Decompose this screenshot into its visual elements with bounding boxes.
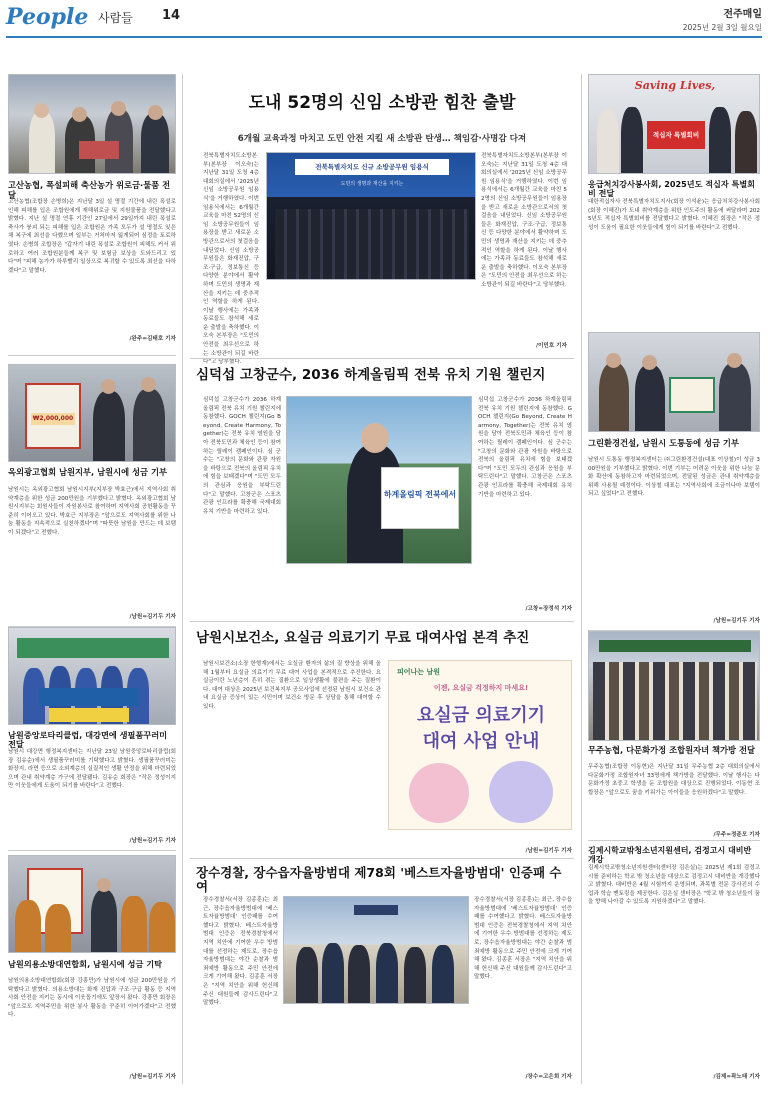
article-body-continued <box>266 284 476 348</box>
article-body: 장수경찰서(서장 김종훈)는 최근, 장수읍자율방범대에 '베스트자율방범대' 인증패를 수여했다고 밝혔다. 베스트자율방범대 인증은 전북경찰청에서 지역 치안에 기여한 우수 방범대를 선정하는 제도로, 장수읍자율방범대는 야간 순찰과 범죄예방 활동으로 주민 안전에 크게 기여해 왔다. 김종훈 서장은 "지역 치안을 위해 헌신해 주신 대원들께 감사드린다"고 말했다. <box>474 897 572 981</box>
article-credit: /남원=김기두 기자 <box>713 618 760 624</box>
article-photo <box>283 896 469 1004</box>
article-headline: 김제시학교밖청소년지원센터, 검정고시 대비반 개강 <box>588 846 752 865</box>
divider <box>8 850 176 851</box>
article-body: 전북특별자치도소방본부(본부장 이오숙)는 지난달 31일 도청 4층 대회의실에서 '2025년 신임 소방공무원 임용식'을 거행하였다. 이번 임용식에서는 6개월간 교육을 마친 52명의 신임 소방공무원들이 임용장을 받고 새로운 소방관으로서의 첫걸음을 내딛었다. 신임 소방공무원들은 화재진압, 구조·구급, 정보통신 등 다양한 분야에서 활약하며 도민의 생명과 재산을 지키는 데 중추적인 역할을 하게 된다. 이날 행사에는 가족과 동료들도 참석해 새로운 출발을 축하했다. 이오숙 본부장은 "도민의 안전을 최우선으로 하는 소방관이 되길 바란다"고 당부했다. <box>481 153 567 288</box>
article-credit: /무주=정준모 기자 <box>713 832 760 838</box>
article-credit: /남원=김기두 기자 <box>129 614 176 620</box>
article-headline: 남원의용소방대연합회, 남원시에 성금 기탁 <box>8 959 163 969</box>
article-body: 남원시 도통동 행정복지센터는 ㈜그린환경건설(대표 이상철)이 성금 300만원을 기부했다고 밝혔다. 이번 기부는 어려운 이웃을 위한 나눔 문화 확산에 동참하고자 마련되었으며, 전달된 성금은 관내 취약계층을 위해 사용될 예정이다. 이상철 대표는 "지역사회에 조금이나마 보탬이 되고 싶었다"고 전했다. <box>588 457 760 498</box>
article-headline: 장수경찰, 장수읍자율방범대 제78회 '베스트자율방범대' 인증패 수여 <box>196 865 562 895</box>
article-body: 김제시학교밖청소년지원센터(센터장 김은실)는 2025년 제1회 검정고시를 준비하는 학교 밖 청소년을 대상으로 검정고시 대비반을 개강했다고 밝혔다. 대비반은 4월 시험까지 운영되며, 과목별 전문 강사진의 수업과 학습 멘토링을 제공한다. 김은실 센터장은 "학교 밖 청소년들이 꿈을 향해 나아갈 수 있도록 지원하겠다"고 말했다. <box>588 865 760 906</box>
article-headline: 남원시보건소, 요실금 의료기기 무료 대여사업 본격 추진 <box>196 630 530 646</box>
article-headline: 남원중앙로타리클럽, 대강면에 생필품꾸러미 전달 <box>8 730 168 750</box>
header-rule <box>6 36 762 38</box>
article-photo <box>286 396 472 564</box>
poster-tagline: 이젠, 요실금 걱정하지 마세요! <box>433 684 529 692</box>
article-headline: 그린환경건설, 남원시 도통동에 성금 기부 <box>588 438 739 448</box>
section-title-ko: 사람들 <box>98 11 133 25</box>
lead-subheadline: 6개월 교육과정 마치고 도민 안전 지킬 새 소방관 탄생… 책임감·사명감 다져 <box>237 134 527 144</box>
article-headline: 응급처치강사봉사회, 2025년도 적십자 특별회비 전달 <box>588 179 755 199</box>
banner-text: Saving Lives, <box>634 79 716 92</box>
page-number: 14 <box>162 8 181 23</box>
article-headline: 무주농협, 다문화가정 조합원자녀 책가방 전달 <box>588 745 755 755</box>
newspaper-name: 전주매일 <box>723 9 762 20</box>
article-photo <box>588 74 760 174</box>
article-body: 고산농협(조합장 손병희)은 지난달 3일 설 명절 기간에 내린 폭설로 인해 피해를 입은 조합원에게 재해위로금 및 지원물품을 전달했다고 밝혔다. 지난 설 명절 연휴 기간인 27일에서 29일까지 내린 폭설로 축사가 붕괴 되는 피해를 입은 조합원은 가족 모두가 설 명절도 잊은 채 복구에 최선을 다했으며 일부는 거처마저 잃게되어 심정을 토로하였다. 손병희 조합장은 "갑자기 내린 폭설로 조합원이 피해도 커서 위로하고 여러 조합원분들께 복구 및 보험금 보상을 도와드리고 있다"며 "피해 농가가 하루빨리 일상으로 복귀할 수 있도록 최선을 다하겠다"고 말했다. <box>8 199 176 274</box>
article-photo <box>588 631 760 741</box>
divider <box>588 840 760 841</box>
poster-title-2: 대여 사업 안내 <box>422 731 540 752</box>
article-body-continued <box>283 1008 469 1080</box>
article-body: 남원시보건소(소장 한형재)에서는 요실금 환자의 삶의 질 향상을 위해 올해 1월부터 요실금 의료기기 무료 대여 사업을 본격적으로 추진한다. 요실금이란 노년층이 흔히 겪는 질환으로 일상생활에 불편을 주는 질환이다. 대여 대상은 2025년 보건복지부 공모사업에 선정된 남원시 보건소 관내 요실금 증상이 있는 시민이며 보건소 방문 후 상담을 통해 대여할 수 있다. <box>203 661 381 710</box>
article-body: 심덕섭 고창군수가 2036 하계올림픽 전북 유치 기원 챌린지에 동참했다. GOCH 챌린지(Go Beyond, Create Harmony, Together)는 전북 유치 염원을 담아 전북도민과 체육인 등이 참여하는 릴레이 캠페인이다. 심 군수는 "고창의 문화와 관광 자원을 바탕으로 전북의 올림픽 유치에 힘을 보태겠다"며 "도민 모두의 관심과 응원을 부탁드린다"고 말했다. 고창군은 스포츠 관광 인프라를 확충해 국제대회 유치 기반을 마련하고 있다. <box>478 397 572 498</box>
article-body-continued <box>203 570 473 616</box>
poster-title-1: 요실금 의료기기 <box>417 705 545 726</box>
article-headline: 옥외광고협회 남원지부, 남원시에 성금 기부 <box>8 467 167 477</box>
poster <box>388 660 572 830</box>
section-title-en: People <box>6 4 89 30</box>
sign-text: 하계올림픽 전북에서 <box>383 490 457 499</box>
article-credit: /남원=김기두 기자 <box>129 838 176 844</box>
article-credit: /이민호 기자 <box>535 343 567 349</box>
column-divider <box>182 74 183 1084</box>
article-credit: /남원=김기두 기자 <box>525 848 572 854</box>
article-body: 남원시는 옥외광고협회 남원시지부(지부장 박효근)에서 지역사회 취약계층을 위한 성금 200만원을 기부했다고 밝혔다. 옥외광고협회 남원시지부는 회원사들이 자원봉사로 참여하며 지역사회 공헌활동을 꾸준히 이어오고 있다. 박효근 지부장은 "앞으로도 지역사회를 위한 나눔 활동을 지속적으로 실천하겠다"며 "따뜻한 남원을 만드는 데 보탬이 되겠다"고 전했다. <box>8 487 176 536</box>
article-body: 남원시 대강면 행정복지센터는 지난달 23일 남원중앙로타리클럽(회장 김유순)에서 생필품꾸러미를 기탁했다고 밝혔다. 생필품꾸러미는 화장지, 라면 등으로 소외계층의 실질적인 생활 안정을 위해 마련되었으며 관내 취약계층 가구에 전달됐다. 김유순 회장은 "작은 정성이지만 이웃들에게 도움이 되기를 바란다"고 전했다. <box>8 749 176 790</box>
divider <box>190 358 574 359</box>
article-headline: 심덕섭 고창군수, 2036 하계올림픽 전북 유치 기원 챌린지 <box>196 367 546 383</box>
article-photo <box>588 332 760 432</box>
issue-date: 2025년 2월 3일 월요일 <box>682 23 762 32</box>
article-photo <box>8 855 176 953</box>
article-credit: /김제=곽노태 기자 <box>713 1074 760 1080</box>
article-photo <box>8 627 176 725</box>
article-body: 남원의용소방대연합회(회장 강흥만)가 남원시에 성금 200만원을 기탁했다고 밝혔다. 의용소방대는 화재 진압과 구조·구급 활동 등 지역사회 안전을 지키는 동시에 이웃돕기에도 앞장서 왔다. 강흥만 회장은 "앞으로도 지역주민을 위한 봉사 활동을 꾸준히 이어가겠다"고 전했다. <box>8 978 176 1019</box>
article-credit: /남원=김기두 기자 <box>129 1074 176 1080</box>
article-body: 장수경찰서(서장 김종훈)는 최근, 장수읍자율방범대에 '베스트자율방범대' 인증패를 수여했다고 밝혔다. 베스트자율방범대 인증은 전북경찰청에서 지역 치안에 기여한 우수 방범대를 선정하는 제도로, 장수읍자율방범대는 야간 순찰과 범죄예방 활동으로 주민 안전에 크게 기여해 왔다. 김종훈 서장은 "지역 치안을 위해 헌신해 주신 대원들께 감사드린다"고 말했다. <box>203 897 278 1007</box>
article-body: 대한적십자사 전북특별자치도지사(회장 이석윤)는 응급처치강사봉사회(회장 이혜진)가 도내 취약계층을 위한 인도주의 활동에 써달라며 2025년도 적십자 특별회비를 전달했다고 밝혔다. 이혜진 회장은 "작은 정성이 도움이 필요한 이웃들에게 힘이 되기를 바란다"고 전했다. <box>588 199 760 231</box>
article-headline: 고산농협, 폭설피해 축산농가 위로금·물품 전달 <box>8 180 171 200</box>
article-photo: ₩2,000,000 <box>8 364 176 462</box>
article-body: 전북특별자치도소방본부(본부장 이오숙)는 지난달 31일 도청 4층 대회의실에서 '2025년 신임 소방공무원 임용식'을 거행하였다. 이번 임용식에서는 6개월간 교육을 마친 52명의 신임 소방공무원들이 임용장을 받고 새로운 소방관으로서의 첫걸음을 내딛었다. 신임 소방공무원들은 화재진압, 구조·구급, 정보통신 등 다양한 분야에서 활약하며 도민의 생명과 재산을 지키는 데 중추적인 역할을 하게 된다. 이날 행사에는 가족과 동료들도 참석해 새로운 출발을 축하했다. 이오숙 본부장은 "도민의 안전을 최우선으로 하는 소방관이 되길 바란다"고 당부했다. <box>203 153 259 366</box>
article-credit: /완주=김태호 기자 <box>129 336 176 342</box>
lead-headline: 도내 52명의 신임 소방관 힘찬 출발 <box>248 93 516 113</box>
article-photo: 전북특별자치도 신규 소방공무원 임용식 도민의 생명과 재산을 지키는 <box>266 152 476 280</box>
article-credit: /고창=장정석 기자 <box>525 606 572 612</box>
banner-sign: 적십자 특별회비 <box>647 121 705 149</box>
poster-logo: 피어나는 남원 <box>397 668 441 676</box>
divider <box>8 355 176 356</box>
article-body: 심덕섭 고창군수가 2036 하계올림픽 전북 유치 기원 챌린지에 동참했다. GOCH 챌린지(Go Beyond, Create Harmony, Together)는 전북 유치 염원을 담아 전북도민과 체육인 등이 참여하는 릴레이 캠페인이다. 심 군수는 "고창의 문화와 관광 자원을 바탕으로 전북의 올림픽 유치에 힘을 보태겠다"며 "도민 모두의 관심과 응원을 부탁드린다"고 말했다. 고창군은 스포츠 관광 인프라를 확충해 국제대회 유치 기반을 마련하고 있다. <box>203 397 281 515</box>
article-credit: /장수=고은희 기자 <box>525 1074 572 1080</box>
divider <box>190 621 574 622</box>
article-body: 무주농협(조합장 이동현)은 지난달 31일 무주농협 2층 대회의실에서 다문화가정 조합원자녀 33명에게 책가방을 전달했다. 이날 행사는 다문화가정 초중고 학생을 둔 조합원을 대상으로 진행되었다. 이동현 조합장은 "앞으로도 꿈을 키워가는 아이들을 응원하겠다"고 말했다. <box>588 764 760 796</box>
divider <box>190 858 574 859</box>
article-photo <box>8 74 176 174</box>
column-divider <box>581 74 582 1084</box>
